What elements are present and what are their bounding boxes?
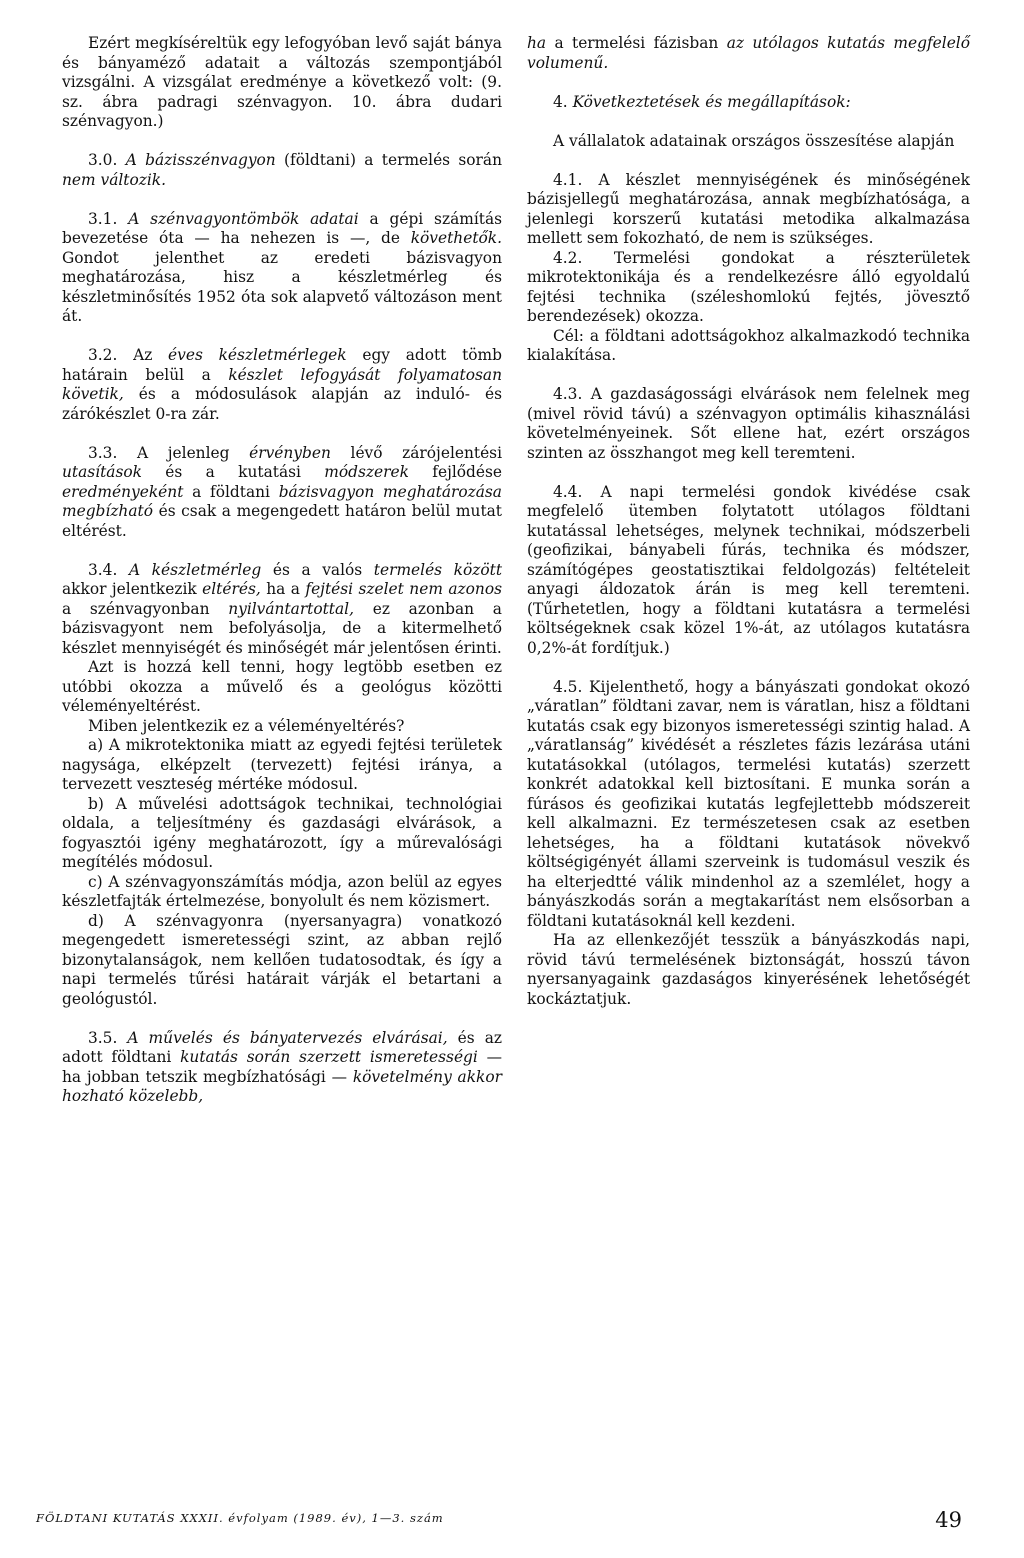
paragraph: A vállalatok adatainak országos összesítése alapján xyxy=(553,131,955,150)
left-column xyxy=(62,34,502,1107)
page-number: 49 xyxy=(935,1507,962,1532)
paragraph: c) A szénvagyonszámítás módja, azon belül az egyes készletfajták értelmezése, bonyolult és nem közismert. xyxy=(62,872,502,910)
paragraph: b) A művelési adottságok technikai, technológiai oldala, a teljesítmény és gazdasági elvárások, a fogyasztói igény meghatározott, így a műrevalósági megítélés módosul. xyxy=(62,794,502,871)
paragraph: 4.4. A napi termelési gondok kivédése csak megfelelő ütemben folytatott utólagos földtani kutatással lehetséges, melynek technikai, módszerbeli (geofizikai, bányabeli fúrás, technika és módszer, számítógépes geostatisztikai feldolgozás) feltételeit anyagi áldozatok árán is meg kell teremteni. (Tűrhetetlen, hogy a földtani kutatásra a termelési költségeknek csak közel 1%-át, az utólagos kutatásra 0,2%-át fordítjuk.) xyxy=(527,482,970,657)
paragraph: 3.5. A művelés és bányatervezés elvárásai, és az adott földtani kutatás során szerzett ismeretességi — ha jobban tetszik megbízhatósági — követelmény akkor hozható közelebb, xyxy=(62,1028,503,1105)
right-column xyxy=(527,34,970,1009)
paragraph: a) A mikrotektonika miatt az egyedi fejtési területek nagysága, elképzelt (tervezett) fejtési iránya, a tervezett veszteség mértéke módosul. xyxy=(62,736,502,793)
paragraph: 4.3. A gazdaságossági elvárások nem felelnek meg (mivel rövid távú) a szénvagyon optimális kihasználási követelményeinek. Sőt ellene hat, ezért országos szinten az összhangot meg kell teremteni. xyxy=(527,385,970,462)
paragraph: 4.2. Termelési gondokat a részterületek mikrotektonikája és a rendelkezésre álló egyoldalú fejtési technika (széleshomlokú fejtés, jövesztő berendezések) okozza. xyxy=(527,248,970,325)
paragraph: Ezért megkíséreltük egy lefogyóban levő saját bánya és bányaméző adatait a változás szempontjából vizsgálni. A vizsgálat eredménye a következő volt: (9. sz. ábra padragi szénvagyon. 10. ábra dudari szénvagyon.) xyxy=(62,34,502,130)
paragraph: ha a termelési fázisban az utólagos kutatás megfelelő volumenű. xyxy=(527,34,970,72)
paragraph: 3.3. A jelenleg érvényben lévő zárójelentési utasítások és a kutatási módszerek fejlődése eredményeként a földtani bázisvagyon meghatározása megbízható és csak a megengedett határon belül mutat eltérést. xyxy=(62,443,502,540)
paragraph: Cél: a földtani adottságokhoz alkalmazkodó technika kialakítása. xyxy=(527,326,970,364)
paragraph: Miben jelentkezik ez a véleményeltérés? xyxy=(88,716,405,735)
journal-citation: FÖLDTANI KUTATÁS XXXII. évfolyam (1989. év), 1—3. szám xyxy=(36,1510,444,1525)
paragraph: 3.4. A készletmérleg és a valós termelés között akkor jelentkezik eltérés, ha a fejtési szelet nem azonos a szénvagyonban nyilvántartottal, ez azonban a bázisvagyont nem befolyásolja, de a kitermelhető készlet mennyiségét és minőségét már jelentősen érinti. xyxy=(62,560,503,657)
paragraph: 3.0. A bázisszénvagyon (földtani) a termelés során nem változik. xyxy=(62,151,503,189)
paragraph: 3.2. Az éves készletmérlegek egy adott tömb határain belül a készlet lefogyását folyamatosan követik, és a módosulások alapján az induló- és zárókészlet 0-ra zár. xyxy=(62,346,502,423)
paragraph: 4.5. Kijelenthető, hogy a bányászati gondokat okozó „váratlan” földtani zavar, nem is váratlan, hisz a földtani kutatás csak egy bizonyos ismeretességi szintig halad. A „váratlanság” kivédését a részletes fázis lezárása utáni kutatásokkal (utólagos, termelési kutatás) szerzett konkrét adatokkal kell biztosítani. E munka során a fúrásos és geofizikai kutatás legfejlettebb módszereit kell alkalmazni. Ez természetesen csak az esetben lehetséges, ha a földtani kutatások növekvő költségigényét állami szerveink is tudomásul veszik és ha elterjedtté válik mindenhol az a szemlélet, hogy a bányászkodás során a megtakarítást nem elsősorban a földtani kutatásoknál kell kezdeni. xyxy=(527,677,970,930)
paragraph: Ha az ellenkezőjét tesszük a bányászkodás napi, rövid távú termelésének biztonságát, hosszú távon nyersanyagaink gazdaságos kinyerésének lehetőségét kockáztatjuk. xyxy=(527,931,970,1008)
paragraph: 4. Következtetések és megállapítások: xyxy=(553,92,851,111)
paragraph: 4.1. A készlet mennyiségének és minőségének bázisjellegű meghatározása, annak megbízhatósága, a jelenlegi korszerű kutatási metodika alkalmazása mellett sem fokozható, de nem is szükséges. xyxy=(527,170,970,247)
page-footer xyxy=(36,1500,962,1530)
paragraph: d) A szénvagyonra (nyersanyagra) vonatkozó megengedett ismeretességi szint, az abban rejlő bizonytalanságok, nem kellően tudatosodtak, és így a napi termelés tűrési határait várják el betartani a geológustól. xyxy=(62,911,502,1008)
paragraph: 3.1. A szénvagyontömbök adatai a gépi számítás bevezetése óta — ha nehezen is —, de követhetők. Gondot jelenthet az eredeti bázisvagyon meghatározása, hisz a készletmérleg és készletminősítés 1952 óta sok alapvető változáson ment át. xyxy=(62,209,503,325)
paragraph: Azt is hozzá kell tenni, hogy legtöbb esetben ez utóbbi okozza a művelő és a geológus közötti véleményeltérést. xyxy=(62,658,502,715)
